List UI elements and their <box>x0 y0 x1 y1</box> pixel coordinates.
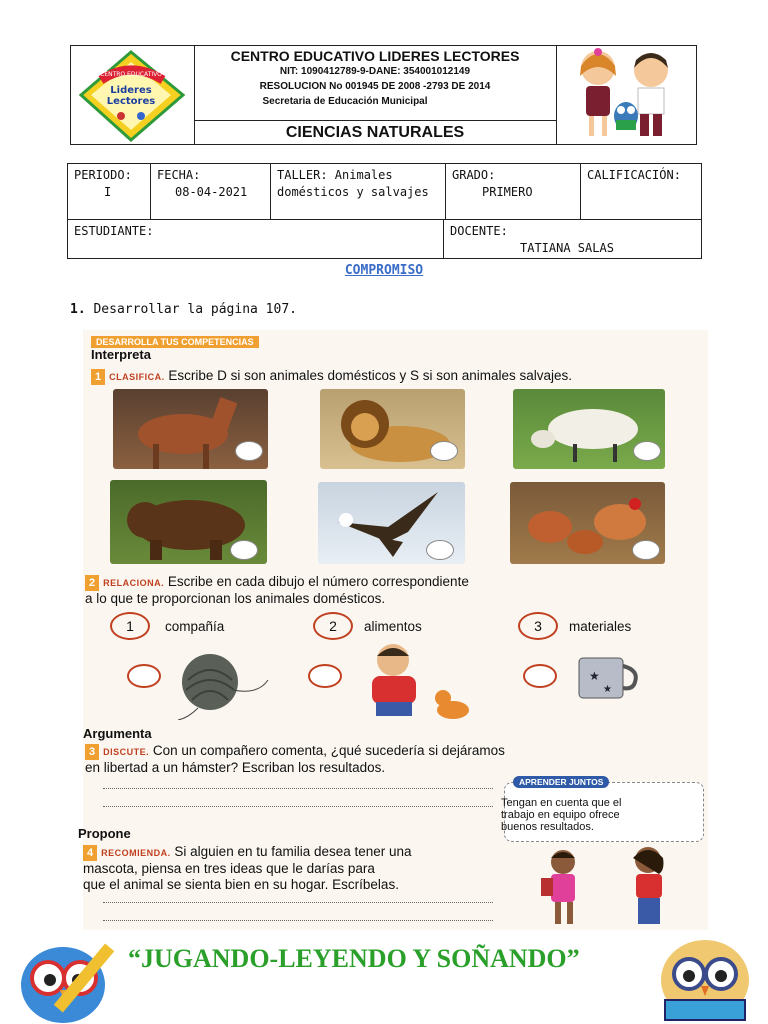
docente-label: DOCENTE: <box>450 224 508 238</box>
answer-circle-horse[interactable] <box>235 441 263 461</box>
svg-text:Lectores: Lectores <box>106 96 156 107</box>
answer-circle-boy-cat[interactable] <box>308 664 342 688</box>
item-1-text: Desarrollar la página 107. <box>93 302 297 317</box>
student-info-table <box>67 163 702 259</box>
grado-cell <box>446 164 581 219</box>
calificacion-cell <box>581 164 701 219</box>
two-children-talking-icon <box>533 844 693 930</box>
activity-4-number: 4 <box>83 845 97 861</box>
activity-4-line2: mascota, piensa en tres ideas que le darías para <box>83 861 375 876</box>
bubble-line-3: buenos resultados. <box>501 821 594 833</box>
calificacion-label: CALIFICACIÓN: <box>587 168 681 182</box>
option-circle-3: 3 <box>518 612 558 640</box>
option-label-3: materiales <box>569 619 632 634</box>
item-1-number: 1. <box>70 302 86 317</box>
grado-value: PRIMERO <box>482 185 533 199</box>
docente-cell <box>444 220 701 259</box>
header-table <box>70 45 697 145</box>
periodo-label: PERIODO: <box>74 168 132 182</box>
owl-with-pencil-icon <box>8 930 133 1024</box>
bear-photo <box>110 480 267 564</box>
activity-2 <box>85 574 695 607</box>
estudiante-label: ESTUDIANTE: <box>74 224 154 238</box>
answer-circle-hens[interactable] <box>632 540 660 560</box>
option-label-1: compañía <box>165 619 225 634</box>
activity-4-line1: Si alguien en tu familia desea tener una <box>174 844 412 859</box>
sheep-photo <box>513 389 665 469</box>
svg-text:★: ★ <box>603 684 612 695</box>
hens-photo <box>510 482 665 564</box>
activity-1-text: Escribe D si son animales domésticos y S si son animales salvajes. <box>168 368 573 383</box>
children-reading-icon <box>556 46 696 144</box>
mug-icon <box>575 652 645 702</box>
answer-circle-mug[interactable] <box>523 664 557 688</box>
answer-line-3a[interactable] <box>103 788 493 789</box>
periodo-value: I <box>104 185 112 199</box>
compromiso-title: COMPROMISO <box>344 263 424 278</box>
answer-line-4a[interactable] <box>103 902 493 903</box>
aprender-juntos-box <box>501 777 704 842</box>
fecha-value: 08-04-2021 <box>175 185 248 199</box>
subject-row <box>194 120 556 145</box>
header-center <box>194 46 557 144</box>
taller-label: TALLER: Animales <box>277 168 393 182</box>
taller-cell <box>271 164 446 219</box>
interpreta-heading: Interpreta <box>91 347 151 362</box>
svg-text:CENTRO EDUCATIVO: CENTRO EDUCATIVO <box>100 71 162 78</box>
answer-line-3b[interactable] <box>103 806 493 807</box>
school-logo-icon <box>71 46 194 144</box>
docente-value: TATIANA SALAS <box>520 241 614 255</box>
activity-2-keyword: RELACIONA. <box>103 578 165 588</box>
activity-3-line2: en libertad a un hámster? Escriban los resultados. <box>85 760 386 775</box>
activity-3-number: 3 <box>85 744 99 760</box>
resolution-line: RESOLUCION No 001945 DE 2008 -2793 DE 2014 <box>259 81 491 92</box>
yarn-ball-icon <box>178 650 273 720</box>
subject-title: CIENCIAS NATURALES <box>285 124 465 141</box>
nit-line: NIT: 1090412789-9-DANE: 354001012149 <box>279 66 471 77</box>
periodo-cell <box>68 164 151 219</box>
horse-photo <box>113 389 268 469</box>
activity-1 <box>91 368 701 385</box>
estudiante-cell <box>68 220 444 259</box>
owl-with-book-icon <box>645 928 763 1024</box>
bubble-line-1: Tengan en cuenta que el <box>501 797 622 809</box>
activity-4 <box>83 844 503 893</box>
activity-2-line2: a lo que te proporcionan los animales domésticos. <box>85 591 386 606</box>
activity-4-keyword: RECOMIENDA. <box>101 848 171 858</box>
fecha-cell <box>151 164 271 219</box>
competencias-banner: DESARROLLA TUS COMPETENCIAS <box>91 336 259 348</box>
activity-2-line1: Escribe en cada dibujo el número correspondiente <box>167 574 469 589</box>
secretariat-line: Secretaria de Educación Municipal <box>262 96 428 107</box>
eagle-photo <box>318 482 465 564</box>
argumenta-heading: Argumenta <box>83 726 152 741</box>
svg-text:★: ★ <box>589 669 600 683</box>
propone-heading: Propone <box>78 826 131 841</box>
svg-text:Lideres: Lideres <box>110 85 152 96</box>
boy-with-cat-icon <box>358 640 478 722</box>
school-name: CENTRO EDUCATIVO LIDERES LECTORES <box>230 48 520 64</box>
answer-line-4b[interactable] <box>103 920 493 921</box>
answer-circle-eagle[interactable] <box>426 540 454 560</box>
lion-photo <box>320 389 465 469</box>
taller-value: domésticos y salvajes <box>277 185 429 199</box>
activity-3-line1: Con un compañero comenta, ¿qué sucedería si dejáramos <box>152 743 505 758</box>
info-row-2 <box>68 219 701 259</box>
school-logo <box>71 46 195 144</box>
activity-3-keyword: DISCUTE. <box>103 747 150 757</box>
activity-3 <box>85 743 605 776</box>
activity-4-line3: que el animal se sienta bien en su hogar. Escríbelas. <box>83 877 399 892</box>
aprender-juntos-heading: APRENDER JUNTOS <box>513 776 609 788</box>
option-circle-2: 2 <box>313 612 353 640</box>
textbook-page <box>78 330 708 930</box>
activity-1-number: 1 <box>91 369 105 385</box>
answer-circle-yarn[interactable] <box>127 664 161 688</box>
item-1 <box>70 302 297 317</box>
fecha-label: FECHA: <box>157 168 201 182</box>
option-label-2: alimentos <box>364 619 422 634</box>
aprender-juntos-text <box>501 797 622 833</box>
answer-circle-bear[interactable] <box>230 540 258 560</box>
motto: “JUGANDO-LEYENDO Y SOÑANDO” <box>128 944 580 973</box>
option-circle-1: 1 <box>110 612 150 640</box>
grado-label: GRADO: <box>452 168 496 182</box>
answer-circle-sheep[interactable] <box>633 441 661 461</box>
answer-circle-lion[interactable] <box>430 441 458 461</box>
kids-illustration <box>556 46 696 144</box>
bubble-line-2: trabajo en equipo ofrece <box>501 809 620 821</box>
activity-2-number: 2 <box>85 575 99 591</box>
activity-1-keyword: CLASIFICA. <box>109 372 165 382</box>
